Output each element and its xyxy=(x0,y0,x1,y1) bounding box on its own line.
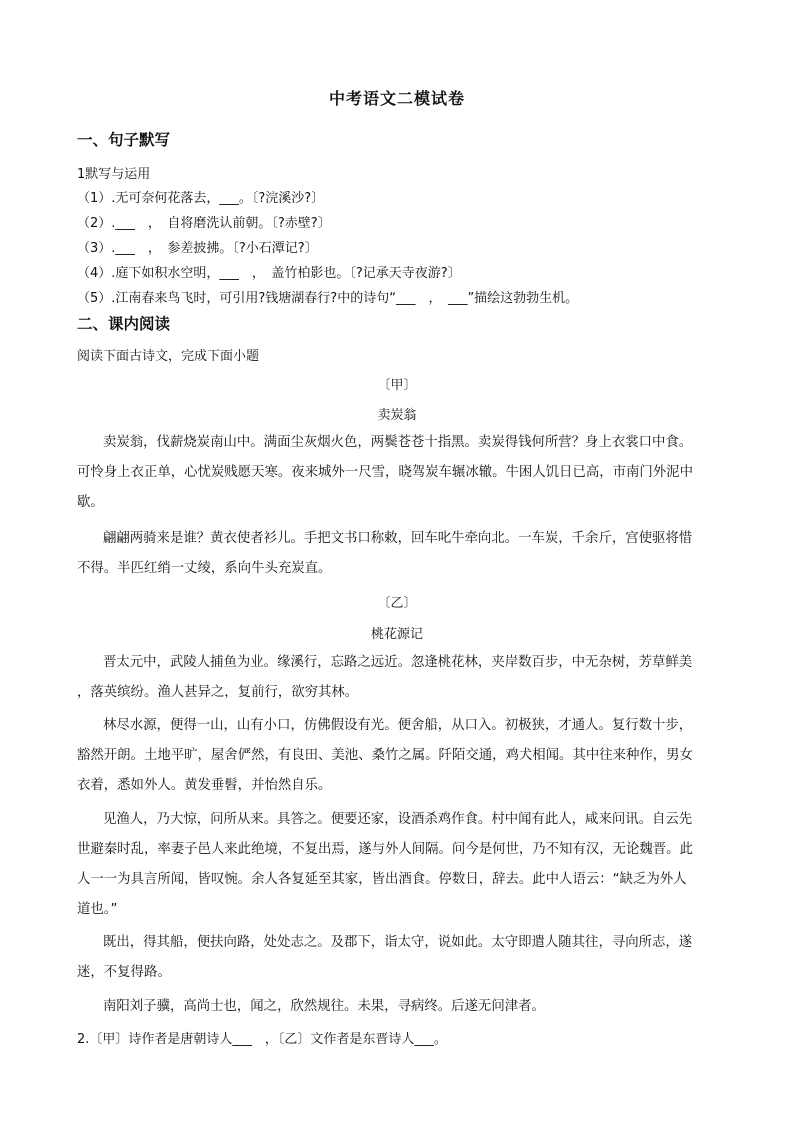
page-title: 中考语文二模试卷 xyxy=(328,89,465,108)
text-jia-marker: 〔甲〕 xyxy=(377,378,417,393)
jia-paragraph: 翩翩两骑来是谁？黄衣使者衫儿。手把文书口称敕，回车叱牛牵向北。一车炭，千余斤，宫使驱将惜 不得。半匹红绡一丈绫，系向牛头充炭直。 xyxy=(77,531,693,576)
question-1-item-4: （4）.庭下如积水空明，___ ， 盖竹柏影也。〔?记承天寺夜游?〕 xyxy=(77,266,461,281)
text-yi-marker: 〔乙〕 xyxy=(377,596,417,611)
text-yi-title: 桃花源记 xyxy=(370,627,423,642)
question-1-item-5: （5）.江南春来鸟飞时，可引用?钱塘湖春行?中的诗句“___ ， ___”描绘这勃勃生机。 xyxy=(77,291,579,306)
section-2-heading: 二、课内阅读 xyxy=(77,315,171,333)
yi-paragraph: 晋太元中，武陵人捕鱼为业。缘溪行，忘路之远近。忽逢桃花林，夹岸数百步，中无杂树，芳草鲜美 ，落英缤纷。渔人甚异之，复前行，欲穷其林。 xyxy=(77,655,693,700)
question-2: 2.〔甲〕诗作者是唐朝诗人___ ，〔乙〕文作者是东晋诗人___。 xyxy=(77,1032,447,1047)
yi-paragraph: 南阳刘子骥，高尚士也，闻之，欣然规往。未果，寻病终。后遂无问津者。 xyxy=(103,999,545,1014)
reading-instruction: 阅读下面古诗文，完成下面小题 xyxy=(77,349,260,364)
yi-paragraph: 见渔人，乃大惊，问所从来。具答之。便要还家，设酒杀鸡作食。村中闻有此人，咸来问讯。自云先 世避秦时乱，率妻子邑人来此绝境，不复出焉，遂与外人间隔。问今是何世，乃不知有汉，无论魏晋。此 人一一为具言所闻，皆叹惋。余人各复延至其家，皆出酒食。停数日，辞去。此中人语云：“缺乏为外人 道也。” xyxy=(77,812,693,917)
question-1-item-1: （1）.无可奈何花落去，___。〔?浣溪沙?〕 xyxy=(77,191,325,206)
section-1-heading: 一、句子默写 xyxy=(77,131,171,149)
text-jia-title: 卖炭翁 xyxy=(377,408,417,423)
yi-paragraph: 林尽水源，便得一山，山有小口，仿佛假设有光。便舍船，从口入。初极狭，才通人。复行数十步， 豁然开朗。土地平旷，屋舍俨然，有良田、美池、桑竹之属。阡陌交通，鸡犬相闻。其中往来种作，男女 衣着，悉如外人。黄发垂髫，并怡然自乐。 xyxy=(77,718,693,793)
question-1-item-2: （2）.___ ， 自将磨洗认前朝。〔?赤壁?〕 xyxy=(77,216,331,231)
jia-paragraph: 卖炭翁，伐薪烧炭南山中。满面尘灰烟火色，两鬓苍苍十指黑。卖炭得钱何所营？身上衣裳口中食。 可怜身上衣正单，心忧炭贱愿天寒。夜来城外一尺雪，晓驾炭车辗冰辙。牛困人饥日已高，市南门外泥中 歇。 xyxy=(77,435,693,510)
question-1-item-3: （3）.___ ， 参差披拂。〔?小石潭记?〕 xyxy=(77,241,318,256)
question-1-label: 1默写与运用 xyxy=(77,167,151,182)
yi-paragraph: 既出，得其船，便扶向路，处处志之。及郡下，诣太守，说如此。太守即遣人随其往，寻向所志，遂 迷，不复得路。 xyxy=(77,935,693,980)
